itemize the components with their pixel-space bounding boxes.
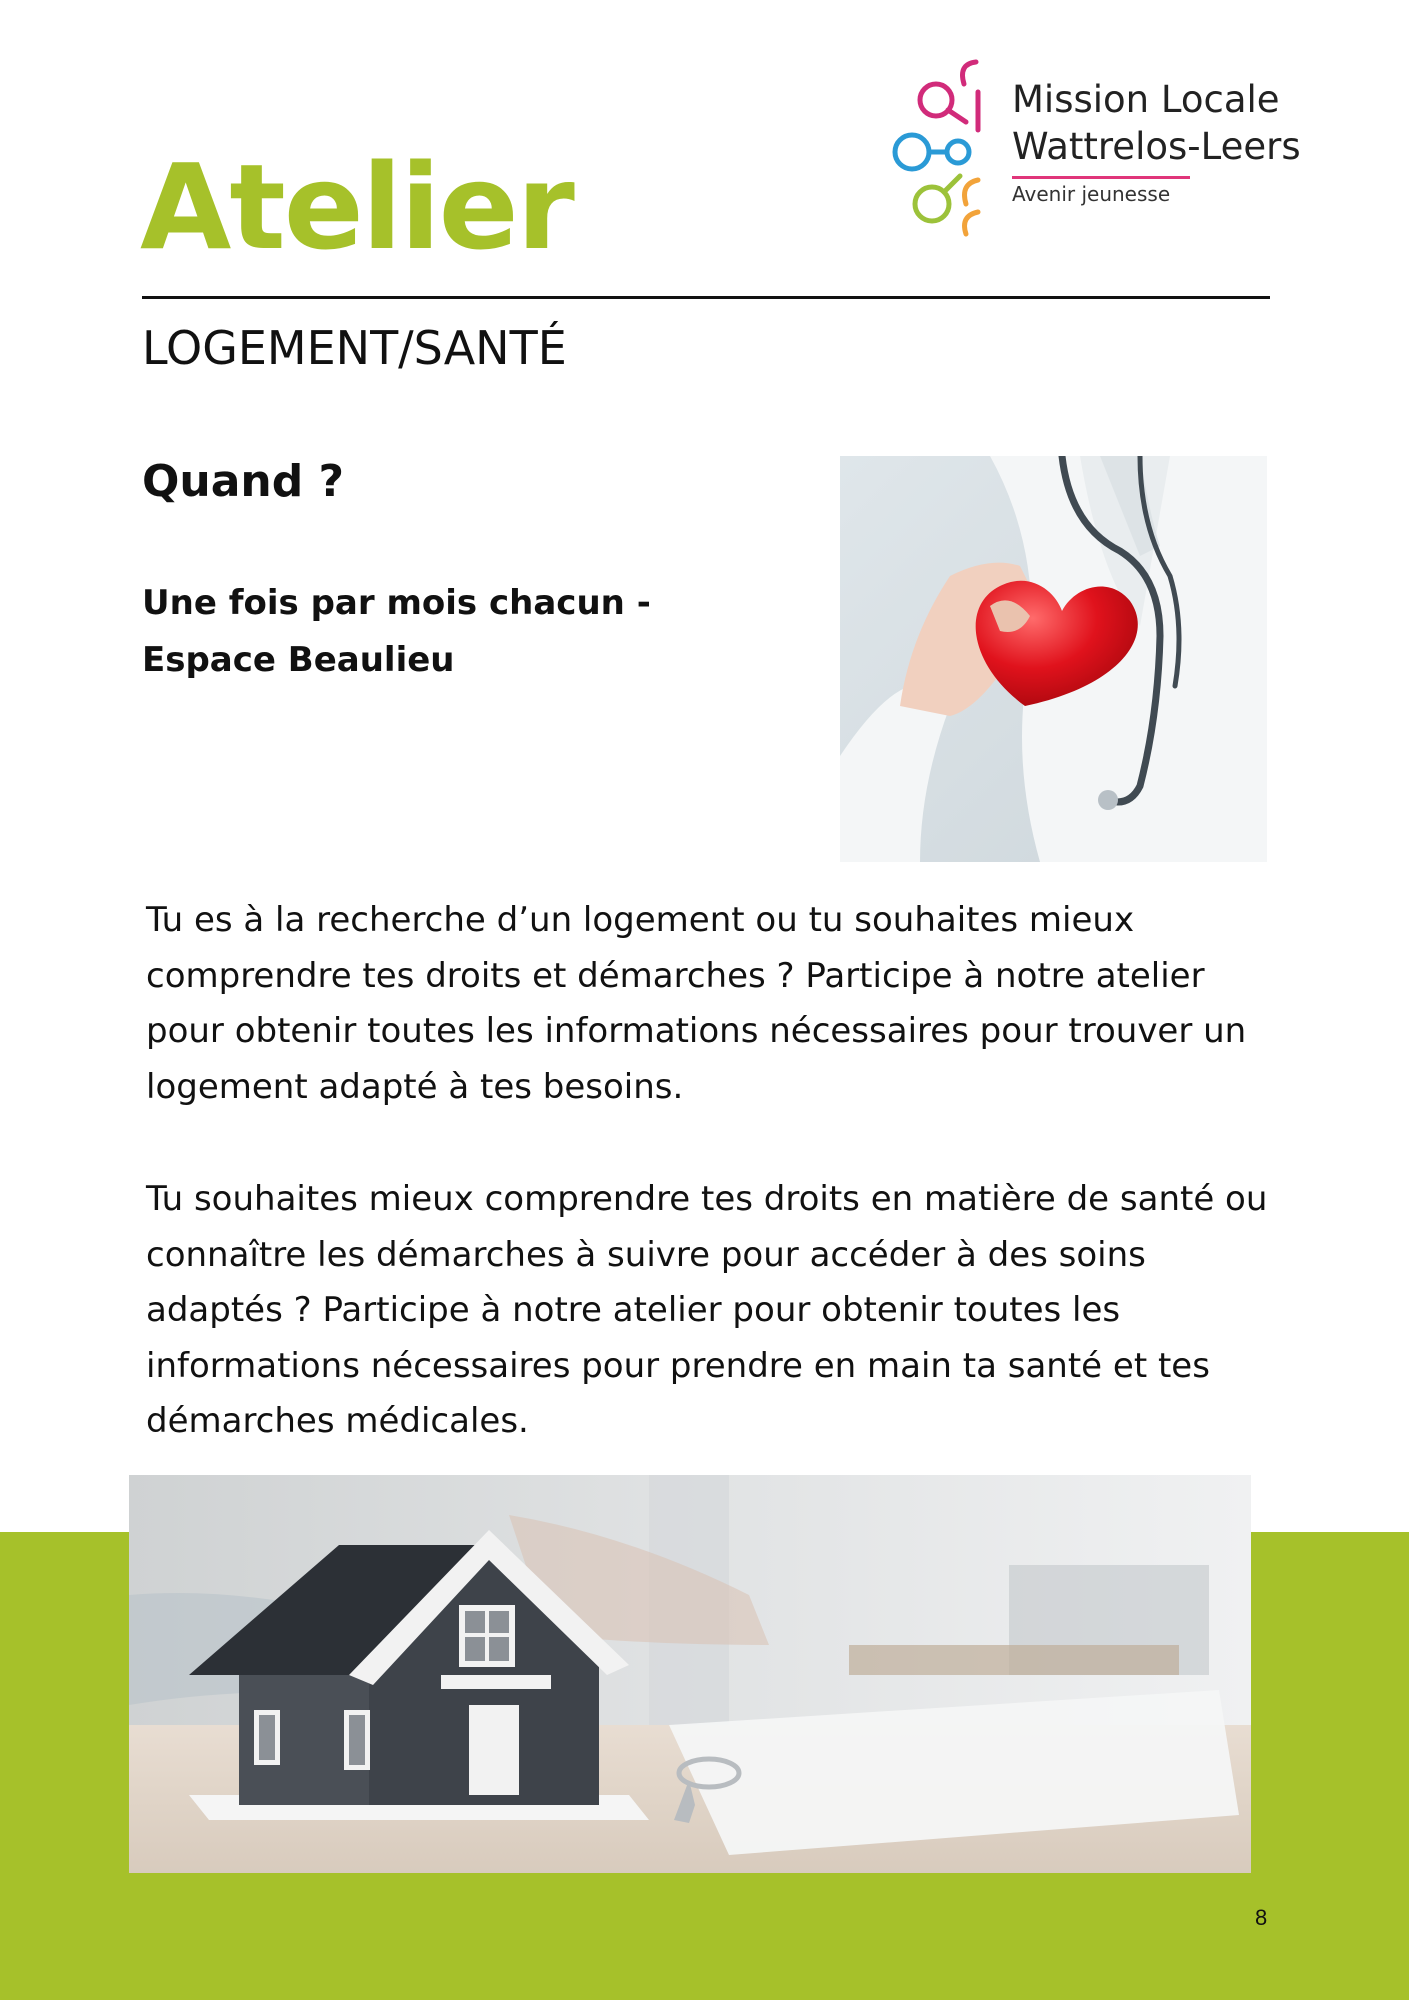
when-location: Espace Beaulieu <box>142 640 455 680</box>
house-photo-illustration <box>129 1475 1251 1873</box>
logo-symbol-icon <box>880 52 1010 242</box>
page-number: 8 <box>1255 1905 1268 1930</box>
when-heading: Quand ? <box>142 456 345 507</box>
housing-paragraph: Tu es à la recherche d’un logement ou tu souhaites mieux comprendre tes droits et démarches ? Participe à notre atelier pour obtenir toutes les informations nécessaires pour trouver un logement adapté à tes besoins. <box>146 900 1247 1107</box>
mission-locale-logo <box>880 52 1340 242</box>
heart-photo-illustration <box>840 456 1267 862</box>
house-model-photo <box>129 1475 1251 1873</box>
logo-underline <box>1012 176 1190 179</box>
page-title: Atelier <box>140 138 573 276</box>
logo-text-mission-locale: Mission Locale <box>1012 78 1280 121</box>
title-divider <box>142 296 1270 299</box>
health-paragraph: Tu souhaites mieux comprendre tes droits en matière de santé ou connaître les démarches à suivre pour accéder à des soins adaptés ? Participe à notre atelier pour obtenir toutes les informations nécessaires pour prendre en main ta santé et tes démarches médicales. <box>146 1179 1268 1441</box>
doctor-heart-photo <box>840 456 1267 862</box>
logo-text-wattrelos-leers: Wattrelos-Leers <box>1012 125 1301 168</box>
page-subtitle: LOGEMENT/SANTÉ <box>142 321 567 375</box>
when-frequency: Une fois par mois chacun - <box>142 583 651 623</box>
when-details <box>142 575 702 689</box>
logo-tagline: Avenir jeunesse <box>1012 182 1171 206</box>
